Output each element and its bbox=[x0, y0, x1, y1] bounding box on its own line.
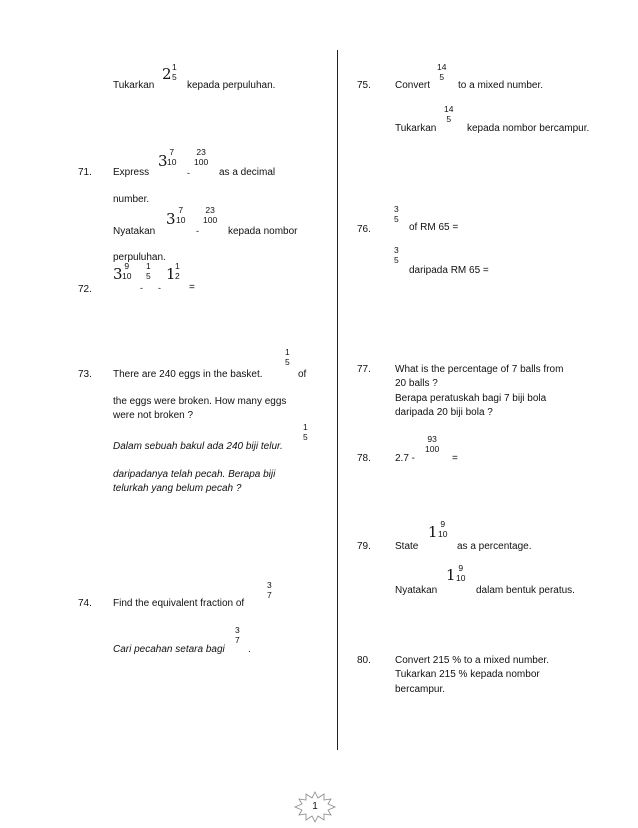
q78-pre: 2.7 - bbox=[395, 453, 416, 464]
q79-en-pre: State bbox=[395, 541, 419, 552]
q71-fraction: 23 100 bbox=[194, 147, 209, 167]
q78-equals: = bbox=[452, 453, 458, 464]
q71-ms-mixed-whole: 3 bbox=[166, 210, 176, 228]
q72-number: 72. bbox=[78, 284, 92, 295]
q77-ms-line1: Berapa peratuskah bagi 7 biji bola bbox=[395, 393, 547, 404]
q72-op1: - bbox=[140, 283, 143, 293]
q71-operator: - bbox=[187, 168, 190, 178]
q77-en-line1: What is the percentage of 7 balls from bbox=[395, 364, 564, 375]
q80-ms-line2: bercampur. bbox=[395, 684, 446, 695]
q73-ms-line2: daripadanya telah pecah. Berapa biji bbox=[113, 469, 276, 480]
q76-fraction: 3 5 bbox=[394, 204, 399, 224]
intro-text-post: kepada perpuluhan. bbox=[187, 80, 276, 91]
column-divider bbox=[337, 50, 338, 750]
q74-fraction: 3 7 bbox=[267, 580, 272, 600]
q79-mixed-whole: 1 bbox=[428, 523, 438, 541]
page-number: 1 bbox=[312, 801, 318, 812]
q71-ms-line2: perpuluhan. bbox=[113, 252, 166, 263]
q76-ms-fraction: 3 5 bbox=[394, 245, 399, 265]
q74-ms-text: Cari pecahan setara bagi bbox=[113, 644, 225, 655]
q71-ms-operator: - bbox=[196, 226, 199, 236]
q75-ms-pre: Tukarkan bbox=[395, 123, 437, 134]
q75-en-post: to a mixed number. bbox=[458, 80, 544, 91]
q72-c-fraction: 1 2 bbox=[175, 261, 180, 281]
q73-ms-line3: telurkah yang belum pecah ? bbox=[113, 483, 242, 494]
q75-number: 75. bbox=[357, 80, 371, 91]
q73-fraction: 1 5 bbox=[285, 347, 290, 367]
q75-en-pre: Convert bbox=[395, 80, 431, 91]
intro-mixed-whole: 2 bbox=[162, 65, 172, 83]
q72-a-whole: 3 bbox=[113, 265, 123, 283]
q80-en-line1: Convert 215 % to a mixed number. bbox=[395, 655, 549, 666]
q76-en-text: of RM 65 = bbox=[409, 222, 459, 233]
q74-number: 74. bbox=[78, 598, 92, 609]
q80-ms-line1: Tukarkan 215 % kepada nombor bbox=[395, 669, 540, 680]
q79-mixed-fraction: 9 10 bbox=[438, 519, 448, 539]
q79-ms-mixed-whole: 1 bbox=[446, 566, 456, 584]
q71-en-post: as a decimal bbox=[219, 167, 276, 178]
q79-ms-post: dalam bentuk peratus. bbox=[476, 585, 575, 596]
q71-en-line2: number. bbox=[113, 194, 150, 205]
q71-ms-pre: Nyatakan bbox=[113, 226, 156, 237]
q75-fraction: 14 5 bbox=[437, 62, 447, 82]
q72-c-whole: 1 bbox=[166, 265, 176, 283]
intro-text: Tukarkan bbox=[113, 80, 155, 91]
q72-op2: - bbox=[158, 283, 161, 293]
q77-ms-line2: daripada 20 biji bola ? bbox=[395, 407, 493, 418]
q73-en-line3: were not broken ? bbox=[113, 410, 194, 421]
q79-number: 79. bbox=[357, 541, 371, 552]
q73-en-line2: the eggs were broken. How many eggs bbox=[113, 396, 287, 407]
q71-ms-post: kepada nombor bbox=[228, 226, 298, 237]
q76-number: 76. bbox=[357, 224, 371, 235]
q78-number: 78. bbox=[357, 453, 371, 464]
q72-b-fraction: 1 5 bbox=[146, 261, 151, 281]
q72-equals: = bbox=[189, 282, 195, 293]
q74-ms-fraction: 3 7 bbox=[235, 625, 240, 645]
q71-ms-mixed-fraction: 7 10 bbox=[176, 205, 186, 225]
q73-en-line1: There are 240 eggs in the basket. bbox=[113, 369, 263, 380]
q73-ms-line1: Dalam sebuah bakul ada 240 biji telur. bbox=[113, 441, 283, 452]
q74-en-text: Find the equivalent fraction of bbox=[113, 598, 245, 609]
q80-number: 80. bbox=[357, 655, 371, 666]
q75-ms-fraction: 14 5 bbox=[444, 104, 454, 124]
q77-number: 77. bbox=[357, 364, 371, 375]
q76-ms-text: daripada RM 65 = bbox=[409, 265, 489, 276]
q78-fraction: 93 100 bbox=[425, 434, 440, 454]
q77-en-line2: 20 balls ? bbox=[395, 378, 438, 389]
q79-ms-mixed-fraction: 9 10 bbox=[456, 563, 466, 583]
q71-mixed-whole: 3 bbox=[158, 152, 168, 170]
q79-ms-pre: Nyatakan bbox=[395, 585, 438, 596]
q71-number: 71. bbox=[78, 167, 92, 178]
intro-fraction: 1 5 bbox=[172, 62, 177, 82]
q71-en-pre: Express bbox=[113, 167, 150, 178]
q79-en-post: as a percentage. bbox=[457, 541, 532, 552]
q71-mixed-fraction: 7 10 bbox=[167, 147, 177, 167]
q75-ms-post: kepada nombor bercampur. bbox=[467, 123, 590, 134]
q72-a-fraction: 9 10 bbox=[122, 261, 132, 281]
q73-ms-fraction: 1 5 bbox=[303, 422, 308, 442]
q73-en-of: of bbox=[298, 369, 307, 380]
page-number-badge bbox=[293, 791, 337, 823]
q74-ms-end: . bbox=[248, 644, 251, 655]
q71-ms-fraction: 23 100 bbox=[203, 205, 218, 225]
q73-number: 73. bbox=[78, 369, 92, 380]
